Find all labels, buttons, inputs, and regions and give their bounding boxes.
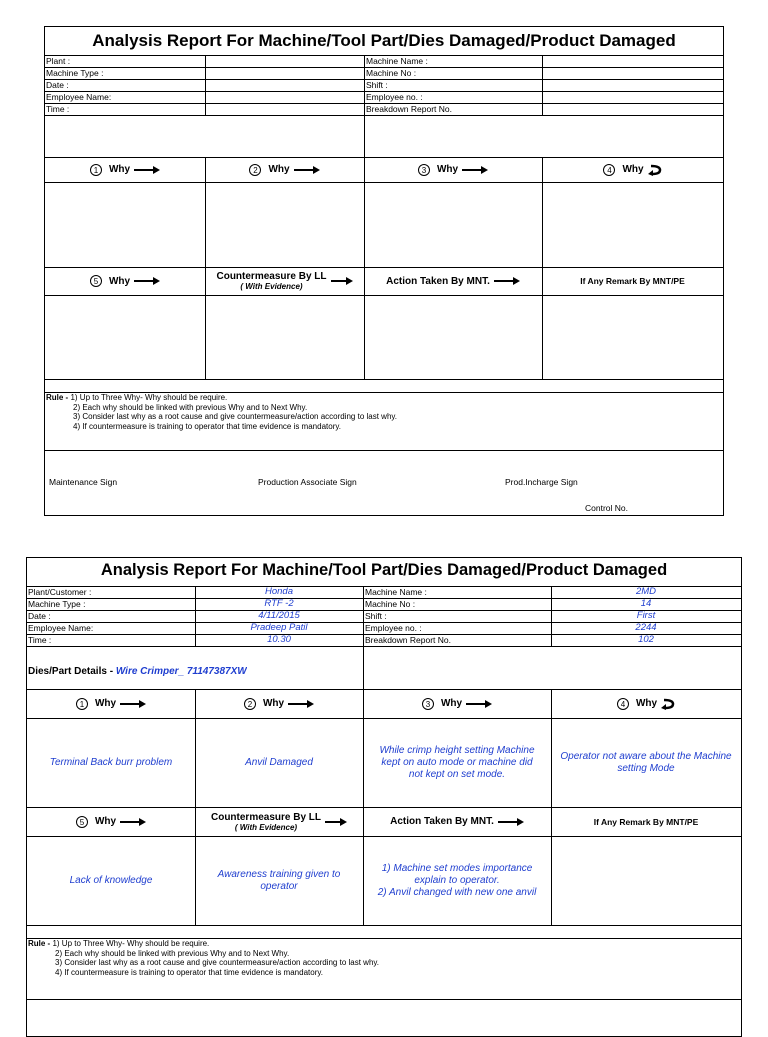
countermeasure-header: Countermeasure By LL ( With Evidence) bbox=[195, 807, 363, 836]
machine-no-label: Machine No : bbox=[366, 68, 417, 78]
filled-report-form bbox=[26, 557, 742, 1037]
curved-arrow-icon bbox=[661, 698, 675, 710]
countermeasure-header: Countermeasure By LL ( With Evidence) bbox=[205, 267, 364, 295]
date-value: 4/11/2015 bbox=[258, 610, 300, 621]
why-3-answer: While crimp height setting Machine kept on auto mode or machine did not kept on set mode. bbox=[379, 744, 535, 780]
why-4-header: 4 Why bbox=[542, 157, 723, 182]
action-taken-answer: 1) Machine set modes importance explain to operator. 2) Anvil changed with new one anvil bbox=[377, 862, 537, 898]
shift-label: Shift : bbox=[365, 611, 387, 621]
action-taken-header: Action Taken By MNT. bbox=[363, 807, 551, 836]
arrow-right-icon bbox=[120, 700, 146, 708]
rules-block: Rule - 1) Up to Three Why- Why should be require. 2) Each why should be linked with previous Why and to Next Why. 3) Consider last why as a root cause and give countermeasure/action according to last why. 4) If countermeasure is training to operator that time evidence is mandatory. bbox=[28, 939, 380, 977]
employee-name-value: Pradeep Patil bbox=[250, 622, 308, 633]
breakdown-report-label: Breakdown Report No. bbox=[365, 635, 451, 645]
why-1-header: 1 Why bbox=[27, 689, 195, 718]
plant-customer-value: Honda bbox=[265, 586, 293, 597]
why-5-header: 5 Why bbox=[27, 807, 195, 836]
countermeasure-answer: Awareness training given to operator bbox=[217, 868, 341, 892]
report-title: Analysis Report For Machine/Tool Part/Dies Damaged/Product Damaged bbox=[92, 31, 676, 50]
machine-type-label: Machine Type : bbox=[46, 68, 104, 78]
shift-label: Shift : bbox=[366, 80, 388, 90]
arrow-right-icon bbox=[134, 166, 160, 174]
remark-header: If Any Remark By MNT/PE bbox=[580, 276, 685, 286]
plant-customer-label: Plant/Customer : bbox=[28, 587, 92, 597]
arrow-right-icon bbox=[462, 166, 488, 174]
plant-label: Plant : bbox=[46, 56, 71, 66]
why-5-header: 5 Why bbox=[45, 267, 205, 295]
why-2-answer: Anvil Damaged bbox=[245, 756, 313, 768]
dies-part-details: Dies/Part Details - Wire Crimper_ 71147387XW bbox=[28, 666, 247, 677]
machine-name-label: Machine Name : bbox=[365, 587, 427, 597]
why-4-header: 4 Why bbox=[551, 689, 741, 718]
why-4-answer: Operator not aware about the Machine setting Mode bbox=[560, 750, 732, 774]
breakdown-report-value: 102 bbox=[638, 634, 654, 645]
arrow-right-icon bbox=[494, 277, 520, 285]
employee-no-label: Employee no. : bbox=[366, 92, 423, 102]
arrow-right-icon bbox=[466, 700, 492, 708]
arrow-right-icon bbox=[325, 818, 347, 826]
employee-name-label: Employee Name: bbox=[28, 623, 94, 633]
arrow-right-icon bbox=[331, 277, 353, 285]
arrow-right-icon bbox=[288, 700, 314, 708]
why-1-answer: Terminal Back burr problem bbox=[49, 756, 173, 768]
why-2-header: 2 Why bbox=[195, 689, 363, 718]
why-3-header: 3 Why bbox=[364, 157, 542, 182]
machine-no-value: 14 bbox=[640, 598, 652, 609]
machine-name-value: 2MD bbox=[635, 586, 657, 597]
arrow-right-icon bbox=[498, 818, 524, 826]
machine-type-value: RTF -2 bbox=[264, 598, 294, 609]
shift-value: First bbox=[636, 610, 656, 621]
arrow-right-icon bbox=[294, 166, 320, 174]
employee-name-label: Employee Name: bbox=[46, 92, 112, 102]
action-taken-header: Action Taken By MNT. bbox=[364, 267, 542, 295]
remark-header: If Any Remark By MNT/PE bbox=[593, 816, 699, 827]
machine-no-label: Machine No : bbox=[365, 599, 416, 609]
date-label: Date : bbox=[28, 611, 51, 621]
arrow-right-icon bbox=[134, 277, 160, 285]
time-label: Time : bbox=[46, 104, 70, 114]
date-label: Date : bbox=[46, 80, 69, 90]
report-title: Analysis Report For Machine/Tool Part/Dies Damaged/Product Damaged bbox=[100, 561, 668, 579]
production-sign-label: Production Associate Sign bbox=[258, 477, 357, 487]
why-5-answer: Lack of knowledge bbox=[69, 874, 153, 886]
machine-type-label: Machine Type : bbox=[28, 599, 86, 609]
why-1-header: 1 Why bbox=[45, 157, 205, 182]
curved-arrow-icon bbox=[648, 164, 662, 176]
employee-no-label: Employee no. : bbox=[365, 623, 422, 633]
time-label: Time : bbox=[28, 635, 52, 645]
control-no-label: Control No. bbox=[585, 503, 628, 513]
why-2-header: 2 Why bbox=[205, 157, 364, 182]
remark-answer bbox=[551, 836, 741, 925]
breakdown-report-label: Breakdown Report No. bbox=[366, 104, 452, 114]
arrow-right-icon bbox=[120, 818, 146, 826]
rules-block: Rule - 1) Up to Three Why- Why should be require. 2) Each why should be linked with previous Why and to Next Why. 3) Consider last why as a root cause and give countermeasure/action according to last why. 4) If countermeasure is training to operator that time evidence is mandatory. bbox=[46, 393, 398, 431]
why-3-header: 3 Why bbox=[363, 689, 551, 718]
employee-no-value: 2244 bbox=[635, 622, 657, 633]
incharge-sign-label: Prod.Incharge Sign bbox=[505, 477, 578, 487]
machine-name-label: Machine Name : bbox=[366, 56, 428, 66]
time-value: 10.30 bbox=[267, 634, 291, 645]
maintenance-sign-label: Maintenance Sign bbox=[49, 477, 118, 487]
blank-report-form bbox=[44, 26, 724, 516]
